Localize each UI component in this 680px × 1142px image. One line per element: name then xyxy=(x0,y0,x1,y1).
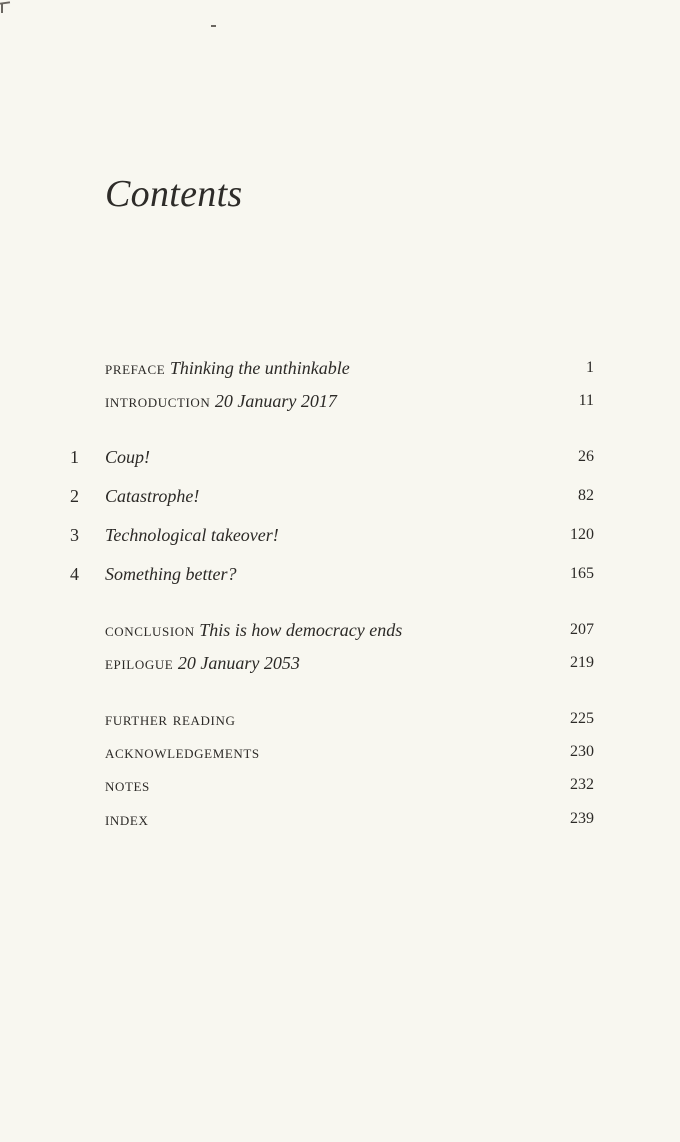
chapter-title: Something better? xyxy=(105,564,237,584)
toc-entry-preface[interactable] xyxy=(60,355,594,381)
section-subtitle: This is how democracy ends xyxy=(199,620,403,640)
toc-entry-epilogue[interactable] xyxy=(60,650,594,676)
toc-chapter-2[interactable] xyxy=(60,483,594,509)
chapter-number: 1 xyxy=(70,447,79,467)
section-label: introduction xyxy=(105,391,211,411)
toc-entry-notes[interactable] xyxy=(60,772,594,798)
toc-entry-text xyxy=(105,650,300,676)
page-number: 26 xyxy=(578,448,594,465)
toc-entry-acknowledgements[interactable] xyxy=(60,739,594,765)
chapter-number: 4 xyxy=(70,564,79,584)
page-number: 225 xyxy=(570,710,594,727)
chapter-title: Technological takeover! xyxy=(105,525,279,545)
toc-chapter-1[interactable] xyxy=(60,444,594,470)
chapter-number: 2 xyxy=(70,486,79,506)
page-number: 232 xyxy=(570,776,594,793)
toc-entry-text xyxy=(105,388,337,414)
section-subtitle: 20 January 2017 xyxy=(214,391,337,411)
chapter-title: Catastrophe! xyxy=(105,486,200,506)
toc-entry-text xyxy=(105,355,350,381)
section-label: index xyxy=(105,809,149,829)
page-title: Contents xyxy=(105,173,243,215)
page-number: 230 xyxy=(570,743,594,760)
section-label: notes xyxy=(105,775,150,795)
toc-chapter-4[interactable] xyxy=(60,561,594,587)
page-number: 207 xyxy=(570,621,594,638)
page-number: 165 xyxy=(570,565,594,582)
page-number: 11 xyxy=(578,392,594,409)
section-label: preface xyxy=(105,358,166,378)
chapter-title: Coup! xyxy=(105,447,150,467)
toc-chapter-3[interactable] xyxy=(60,522,594,548)
toc-entry-text xyxy=(105,617,402,643)
section-label: conclusion xyxy=(105,620,195,640)
section-label: acknowledgements xyxy=(105,742,260,762)
toc-entry-index[interactable] xyxy=(60,806,594,832)
scan-speck xyxy=(211,25,216,27)
section-subtitle: Thinking the unthinkable xyxy=(169,358,350,378)
section-label: further reading xyxy=(105,709,236,729)
page-number: 219 xyxy=(570,654,594,671)
section-subtitle: 20 January 2053 xyxy=(177,653,300,673)
chapter-number: 3 xyxy=(70,525,79,545)
toc-entry-introduction[interactable] xyxy=(60,388,594,414)
page-number: 82 xyxy=(578,487,594,504)
section-label: epilogue xyxy=(105,653,174,673)
scan-speck xyxy=(1,3,3,13)
toc-entry-conclusion[interactable] xyxy=(60,617,594,643)
page-number: 1 xyxy=(586,359,594,376)
page-number: 239 xyxy=(570,810,594,827)
page-number: 120 xyxy=(570,526,594,543)
toc-entry-further-reading[interactable] xyxy=(60,706,594,732)
